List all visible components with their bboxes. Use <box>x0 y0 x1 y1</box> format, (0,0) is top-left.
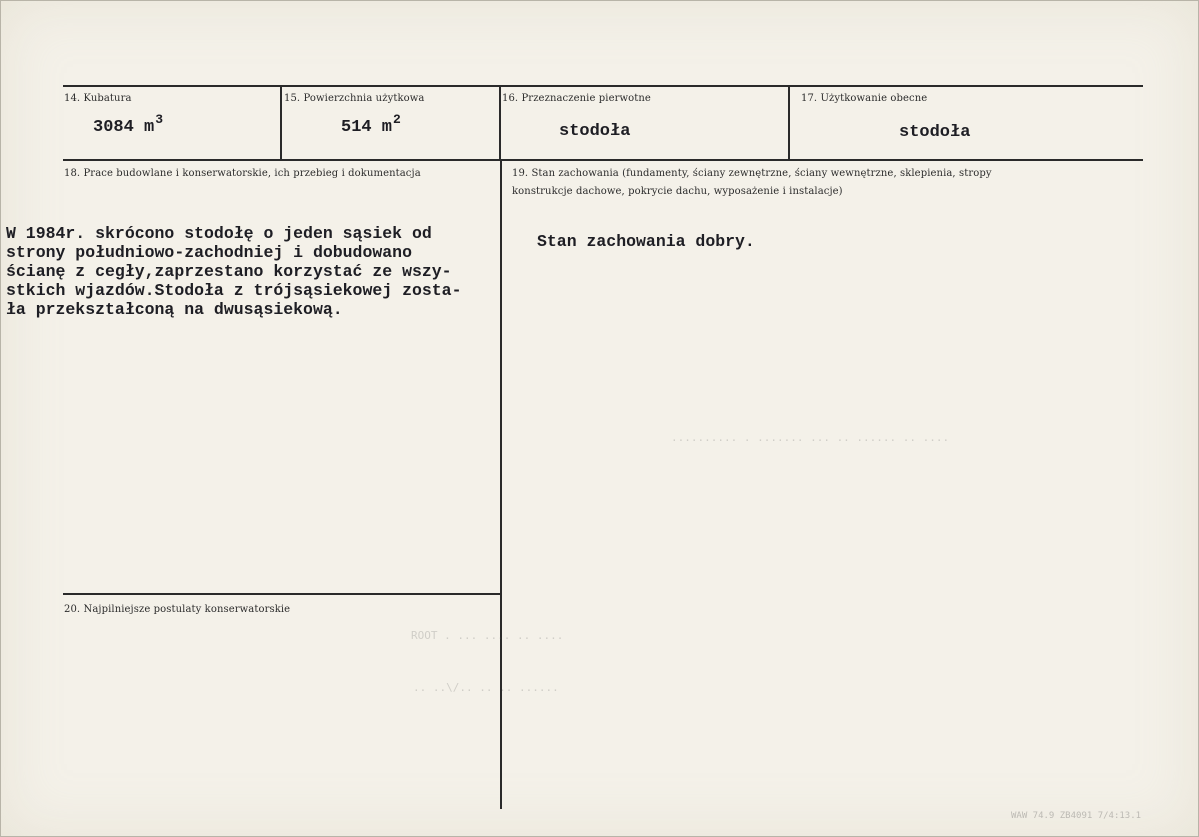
field-18-line: W 1984r. skrócono stodołę o jeden sąsiek od <box>6 224 432 243</box>
field-17-label: 17. Użytkowanie obecne <box>801 93 928 104</box>
top-row-lower-line <box>63 159 1143 161</box>
field-14-number: 3084 m <box>93 118 155 137</box>
bleed-through-mark: .. ..\/.. .. .. ...... <box>413 681 559 694</box>
field-15-value <box>341 112 401 137</box>
field-14-value <box>93 112 164 137</box>
field-18-text <box>6 224 461 319</box>
field-16-value: stodoła <box>559 122 631 141</box>
field-18-line: ścianę z cegły,zaprzestano korzystać ze wszy- <box>6 262 452 281</box>
field-19-label-line-2: konstrukcje dachowe, pokrycie dachu, wyposażenie i instalacje) <box>512 186 843 197</box>
field-18-line: strony południowo-zachodniej i dobudowano <box>6 243 412 262</box>
field-14-exponent: 3 <box>155 112 164 127</box>
section-20-line <box>63 593 500 595</box>
divider-14-15 <box>280 87 282 159</box>
divider-15-16 <box>499 87 501 159</box>
field-19-label-line-1: 19. Stan zachowania (fundamenty, ściany zewnętrzne, ściany wewnętrzne, sklepienia, stropy <box>512 168 992 179</box>
field-15-number: 514 m <box>341 118 393 137</box>
top-row-upper-line <box>63 85 1143 87</box>
field-14-label: 14. Kubatura <box>64 93 132 104</box>
field-18-line: ła przekształconą na dwusąsiekową. <box>6 300 343 319</box>
field-16-label: 16. Przeznaczenie pierwotne <box>502 93 651 104</box>
divider-16-17 <box>788 87 790 159</box>
main-column-divider <box>500 161 502 809</box>
bleed-through-mark: .......... . ....... ... .. ...... .. .... <box>671 431 950 444</box>
field-17-value: stodoła <box>899 123 971 142</box>
field-15-exponent: 2 <box>393 112 401 127</box>
field-20-label: 20. Najpilniejsze postulaty konserwatorskie <box>64 604 291 615</box>
field-18-line: stkich wjazdów.Stodoła z trójsąsiekowej zosta- <box>6 281 462 300</box>
field-18-label: 18. Prace budowlane i konserwatorskie, ich przebieg i dokumentacja <box>64 168 421 179</box>
field-15-label: 15. Powierzchnia użytkowa <box>284 93 425 104</box>
archive-stamp: WAW 74.9 ZB4091 7/4:13.1 <box>1011 811 1142 821</box>
field-19-value: Stan zachowania dobry. <box>537 232 755 251</box>
bleed-through-mark: ROOT . ... .... .. .... <box>411 629 564 642</box>
